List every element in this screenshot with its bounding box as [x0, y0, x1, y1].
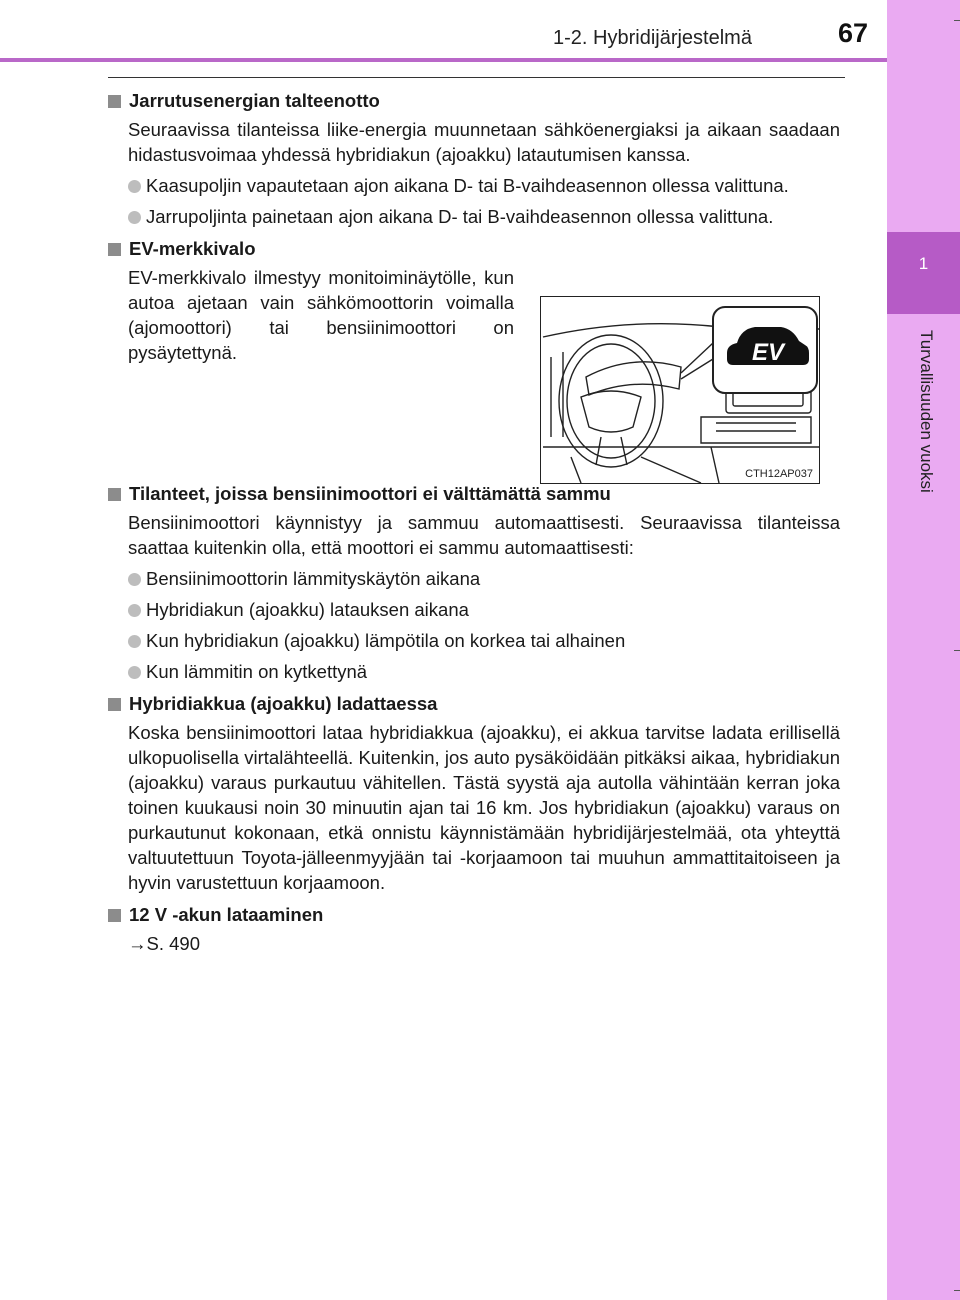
heading-text: 12 V -akun lataaminen — [129, 904, 324, 925]
section-engine — [108, 481, 840, 684]
circle-bullet-icon — [128, 573, 141, 586]
list-item-text: Kaasupoljin vapautetaan ajon aikana D- tai B-vaihdeasennon ollessa valittuna. — [146, 175, 789, 196]
list-item — [128, 597, 840, 622]
chapter-title: 1-2. Hybridijärjestelmä — [553, 27, 752, 49]
page-content — [108, 88, 840, 963]
section-heading — [108, 236, 840, 261]
list-item — [128, 628, 840, 653]
list-item — [128, 173, 840, 198]
section-12v-battery — [108, 902, 840, 956]
circle-bullet-icon — [128, 635, 141, 648]
tab-tick — [954, 650, 960, 651]
tab-tick — [954, 20, 960, 21]
paragraph: Bensiinimoottori käynnistyy ja sammuu automaattisesti. Seuraavissa tilanteissa saattaa kuitenkin olla, että moottori ei sammu automaattisesti: — [128, 512, 840, 558]
section-heading — [108, 88, 840, 113]
circle-bullet-icon — [128, 666, 141, 679]
list-item — [128, 566, 840, 591]
ev-row — [128, 265, 840, 365]
list-item — [128, 659, 840, 684]
chapter-label: Turvallisuuden vuoksi — [917, 330, 936, 493]
list-item — [128, 204, 840, 229]
circle-bullet-icon — [128, 604, 141, 617]
list-item-text: Bensiinimoottorin lämmityskäytön aikana — [146, 568, 481, 589]
square-bullet-icon — [108, 95, 121, 108]
heading-text: Hybridiakkua (ajoakku) ladattaessa — [129, 693, 438, 714]
square-bullet-icon — [108, 909, 121, 922]
section-heading — [108, 481, 840, 506]
circle-bullet-icon — [128, 211, 141, 224]
chapter-number: 1 — [918, 254, 929, 273]
tab-tick — [954, 1290, 960, 1291]
section-charging — [108, 691, 840, 895]
header-divider — [0, 58, 887, 62]
section-heading — [108, 691, 840, 716]
square-bullet-icon — [108, 698, 121, 711]
page-number: 67 — [838, 18, 869, 48]
figure-code: CTH12AP037 — [745, 468, 813, 480]
square-bullet-icon — [108, 488, 121, 501]
circle-bullet-icon — [128, 180, 141, 193]
paragraph: Seuraavissa tilanteissa liike-energia muunnetaan sähköenergiaksi ja aikaan saadaan hidastusvoimaa yhdessä hybridiakun (ajoakku) latautumisen kanssa. — [128, 119, 840, 165]
ev-badge-text: EV — [751, 339, 785, 366]
side-tab — [887, 0, 960, 1300]
section-braking — [108, 88, 840, 229]
page-reference-link[interactable]: →S. 490 — [128, 933, 200, 954]
section-rule — [108, 77, 845, 78]
paragraph: EV-merkkivalo ilmestyy monitoiminäytölle, kun autoa ajetaan vain sähkömoottorin voimalla (ajomoottori) tai bensiinimoottori on pysäytettynä. — [128, 267, 514, 363]
paragraph: Koska bensiinimoottori lataa hybridiakkua (ajoakku), ei akkua tarvitse ladata erillisellä ulkopuolisella virtalähteellä. Kuitenkin, jos auto pysäköidään pitkäksi aikaa, hybridiakun (ajoakku) varaus purkautuu vähitellen. Tästä syystä aja autolla vähintään kerran joka toinen kuukausi noin 30 minuutin ajan tai 16 km. Jos hybridiakun (ajoakku) varaus on purkautunut kokonaan, etkä onnistu käynnistämään hybridijärjestelmää, ota yhteyttä valtuutettuun Toyota-jälleenmyyjään tai -korjaamoon tai muuhun ammattitaitoiseen ja hyvin varustettuun korjaamoon. — [128, 722, 840, 893]
section-heading — [108, 902, 840, 927]
heading-text: Tilanteet, joissa bensiinimoottori ei välttämättä sammu — [129, 483, 611, 504]
list-item-text: Kun lämmitin on kytkettynä — [146, 661, 368, 682]
list-item-text: Jarrupoljinta painetaan ajon aikana D- tai B-vaihdeasennon ollessa valittuna. — [146, 206, 774, 227]
heading-text: Jarrutusenergian talteenotto — [129, 90, 380, 111]
square-bullet-icon — [108, 243, 121, 256]
list-item-text: Hybridiakun (ajoakku) latauksen aikana — [146, 599, 469, 620]
list-item-text: Kun hybridiakun (ajoakku) lämpötila on korkea tai alhainen — [146, 630, 626, 651]
section-ev — [108, 236, 840, 474]
heading-text: EV-merkkivalo — [129, 238, 256, 259]
